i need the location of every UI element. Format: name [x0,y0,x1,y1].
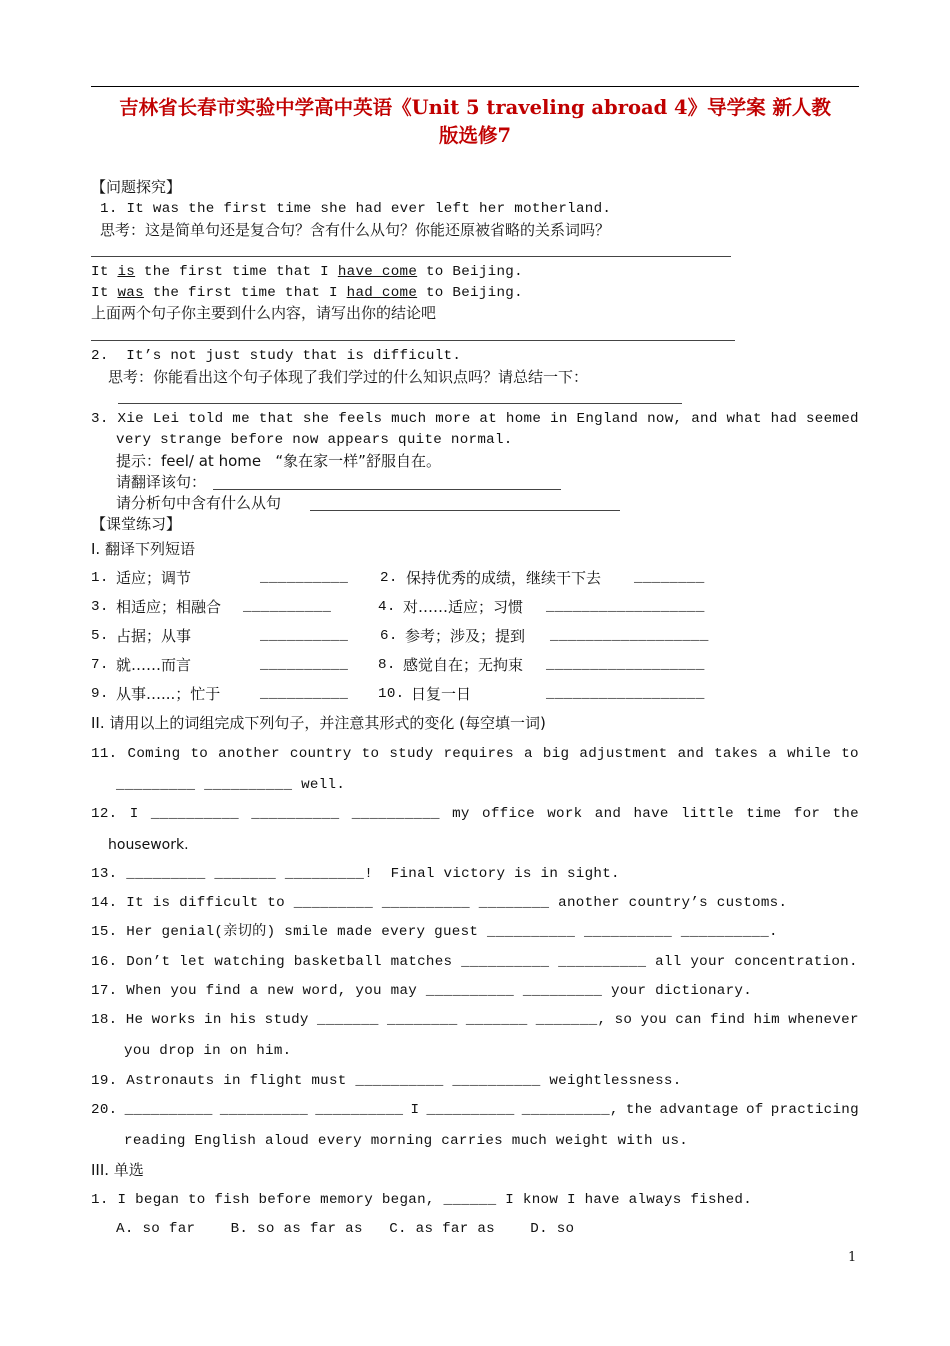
sentence-14: 14. It is difficult to _________ __________ ________ another country’s customs. [91,895,788,911]
sentence-15: 15. Her genial(亲切的) smile made every guest __________ __________ __________. [91,924,778,940]
question-3-line-1: 3. Xie Lei told me that she feels much more at home in England now, and what had seemed [91,411,859,427]
sentence-18-line-1: 18. He works in his study _______ ________ _______ _______, so you can find him whenever [91,1012,859,1028]
answer-line [91,340,735,341]
question-3-hint: 提示：feel/ at home “象在家一样”舒服自在。 [116,452,441,470]
sentence-12-line-2: housework. [108,837,189,853]
sentence-11-line-2: _________ __________ well. [116,777,346,793]
sentence-12-line-1: 12. I __________ __________ __________ my office work and have little time for the [91,806,859,822]
analyze-prompt: 请分析句中含有什么从句 [116,494,282,512]
sentence-20-line-1: 20. __________ __________ __________ I __________ __________, the advantage of practicing [91,1102,859,1118]
explore-heading: 【问题探究】 [91,178,182,196]
multiple-choice-1: 1. I began to fish before memory began, ______ I know I have always fished. [91,1192,753,1208]
title-line-1: 吉林省长春市实验中学高中英语《Unit 5 traveling abroad 4》导学案 新人教 [119,96,831,119]
header-rule [91,86,859,87]
question-1-think: 思考：这是简单句还是复合句？含有什么从句？你能还原被省略的关系词吗？ [100,221,611,239]
example-sentence-1: It is the first time that I have come to Beijing. [91,264,523,280]
sentence-20-line-2: reading English aloud every morning carries much weight with us. [124,1133,689,1149]
sentence-13: 13. _________ _______ _________! Final victory is in sight. [91,866,620,882]
sentence-11-line-1: 11. Coming to another country to study requires a big adjustment and takes a while to [91,746,859,762]
document-page: 吉林省长春市实验中学高中英语《Unit 5 traveling abroad 4》导学案 新人教 版选修7 【问题探究】 1. It was the first time she had ever left her motherland. 思考：这是简单句还是复合句？含有什么从句？你能还原被省略的关系词吗？ It is the first time that I have come to Beijing. It was the first time that I had come to Beijing. 上面两个句子你主要到什么内容，请写出你的结论吧 2. It’s not just study that is difficult. 思考：你能看出这个句子体现了我们学过的什么知识点吗？请总结一下： 3. Xie Lei told me that she feels much more at home in England now, and what had seemed very strange before now appears quite normal. 提示：feel/ at home “象在家一样”舒服自在。 请翻译该句： 请分析句中含有什么从句 【课堂练习】 I. 翻译下列短语 1. 适应；调节 __________ 2. 保持优秀的成绩，继续干下去 ________ 3. 相适应；相融合 __________ 4. 对……适应；习惯 __________________ 5. 占据；从事 __________ 6. 参考；涉及；提到 __________________ 7. 就……而言 __________ 8. 感觉自在；无拘束 __________________ 9. 从事…...；忙于 __________ 10. 日复一日 __________________ II. 请用以上的词组完成下列句子，并注意其形式的变化 (每空填一词) 11. Coming to another country to study requires a big adjustment and takes a while to _________ __________ well. 12. I __________ __________ __________ my office work and have little time for the housework. 13. _________ _______ _________! Final victory is in sight. 14. It is difficult to _________ __________ ________ another country’s customs. 15. Her genial(亲切的) smile made every guest __________ __________ __________. 16. Don’t let watching basketball matches __________ __________ all your concentration. 17. When you find a new word, you may __________ _________ your dictionary. 18. He works in his study _______ ________ _______ _______, so you can find him whenever you drop in on him. 19. Astronauts in flight must __________ __________ weightlessness. 20. __________ __________ __________ I __________ __________, the advantage of practicing reading English aloud every morning carries much weight with us. III. 单选 1. I began to fish before memory began, ______ I know I have always fished. A. so far B. so as far as C. as far as D. so 1 [0,0,950,1346]
answer-line [310,510,620,511]
sentence-17: 17. When you find a new word, you may __________ _________ your dictionary. [91,983,753,999]
section-1-heading: I. 翻译下列短语 [91,540,195,558]
answer-line [91,256,731,257]
conclusion-prompt: 上面两个句子你主要到什么内容，请写出你的结论吧 [91,304,437,322]
sentence-18-line-2: you drop in on him. [124,1043,292,1059]
section-3-heading: III. 单选 [91,1161,144,1179]
answer-line [118,403,682,404]
answer-line [213,489,561,490]
translate-prompt: 请翻译该句： [116,473,207,491]
question-2: 2. It’s not just study that is difficult. [91,348,462,364]
page-title [91,94,859,150]
question-3-line-2: very strange before now appears quite normal. [116,432,513,448]
question-1: 1. It was the first time she had ever left her motherland. [100,201,612,217]
question-2-think: 思考：你能看出这个句子体现了我们学过的什么知识点吗？请总结一下： [108,368,589,386]
example-sentence-2: It was the first time that I had come to Beijing. [91,285,523,301]
page-number: 1 [848,1250,857,1265]
multiple-choice-1-options: A. so far B. so as far as C. as far as D. so [116,1221,575,1237]
practice-heading: 【课堂练习】 [91,515,182,533]
title-line-2: 版选修7 [438,124,512,147]
section-2-heading: II. 请用以上的词组完成下列句子，并注意其形式的变化 (每空填一词) [91,714,546,732]
sentence-16: 16. Don’t let watching basketball matches __________ __________ all your concentration. [91,954,858,970]
sentence-19: 19. Astronauts in flight must __________ __________ weightlessness. [91,1073,682,1089]
